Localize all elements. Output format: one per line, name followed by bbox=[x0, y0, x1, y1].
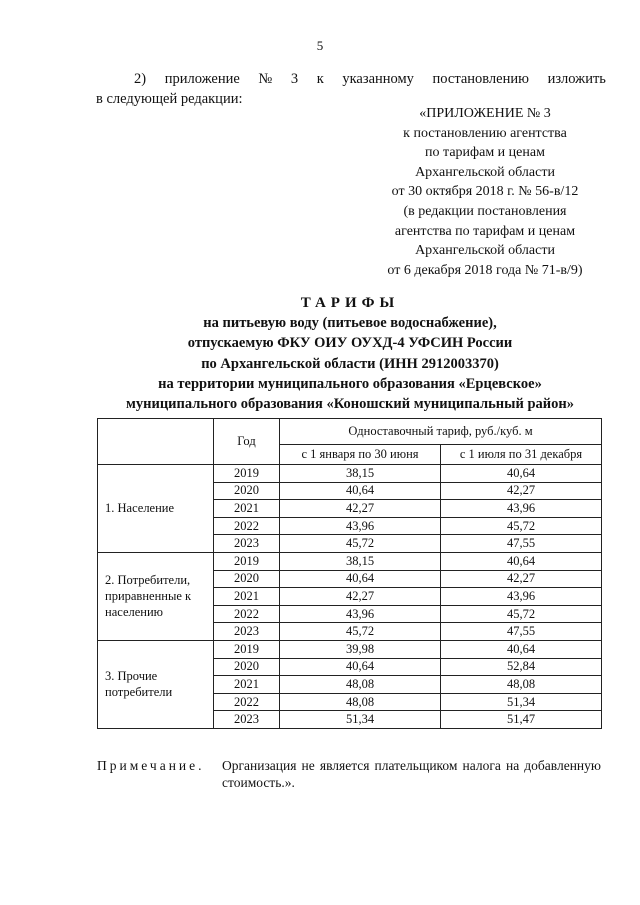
intro-line-2: в следующей редакции: bbox=[96, 91, 243, 107]
year-cell: 2022 bbox=[214, 693, 280, 711]
tariff-table bbox=[97, 418, 602, 729]
intro-line-1 bbox=[96, 69, 606, 89]
tariff-table-body bbox=[98, 465, 602, 729]
title-heading: ТАРИФЫ bbox=[300, 295, 400, 311]
tariff-period-1-cell: 48,08 bbox=[280, 693, 441, 711]
tariff-period-2-cell: 45,72 bbox=[441, 605, 602, 623]
title-line: на питьевую воду (питьевое водоснабжение), bbox=[203, 315, 497, 332]
tariff-period-2-cell: 43,96 bbox=[441, 500, 602, 518]
appendix-line: Архангельской области bbox=[415, 164, 555, 180]
tariff-period-2-cell: 47,55 bbox=[441, 535, 602, 553]
header-period-2: с 1 июля по 31 декабря bbox=[441, 445, 602, 465]
appendix-line: от 6 декабря 2018 года № 71-в/9) bbox=[387, 262, 583, 278]
tariff-period-1-cell: 38,15 bbox=[280, 552, 441, 570]
tariff-period-1-cell: 45,72 bbox=[280, 623, 441, 641]
appendix-line: от 30 октября 2018 г. № 56-в/12 bbox=[391, 184, 579, 200]
category-cell: 3. Прочие потребители bbox=[98, 640, 214, 728]
note-label: Примечание. bbox=[97, 758, 205, 773]
header-category-empty bbox=[98, 419, 214, 465]
note-text: Организация не является плательщиком налога на добавленную стоимость.». bbox=[222, 758, 601, 790]
intro-word: № bbox=[258, 71, 273, 87]
document-title bbox=[60, 293, 640, 414]
tariff-period-2-cell: 42,27 bbox=[441, 570, 602, 588]
table-row bbox=[98, 640, 602, 658]
tariff-period-2-cell: 47,55 bbox=[441, 623, 602, 641]
title-line: отпускаемую ФКУ ОИУ ОУХД-4 УФСИН России bbox=[187, 335, 513, 352]
year-cell: 2021 bbox=[214, 500, 280, 518]
tariff-period-2-cell: 43,96 bbox=[441, 588, 602, 606]
tariff-period-2-cell: 45,72 bbox=[441, 517, 602, 535]
tariff-period-2-cell: 51,47 bbox=[441, 711, 602, 729]
tariff-period-1-cell: 39,98 bbox=[280, 640, 441, 658]
tariff-period-1-cell: 42,27 bbox=[280, 588, 441, 606]
year-cell: 2019 bbox=[214, 640, 280, 658]
note bbox=[97, 757, 601, 791]
intro-word: приложение bbox=[164, 71, 240, 87]
tariff-period-2-cell: 48,08 bbox=[441, 676, 602, 694]
tariff-period-1-cell: 48,08 bbox=[280, 676, 441, 694]
header-tariff: Одноставочный тариф, руб./куб. м bbox=[280, 419, 602, 445]
tariff-period-2-cell: 51,34 bbox=[441, 693, 602, 711]
tariff-period-2-cell: 42,27 bbox=[441, 482, 602, 500]
header-period-1: с 1 января по 30 июня bbox=[280, 445, 441, 465]
appendix-reference bbox=[340, 104, 630, 280]
tariff-period-1-cell: 51,34 bbox=[280, 711, 441, 729]
intro-word: 2) bbox=[134, 71, 147, 87]
year-cell: 2021 bbox=[214, 588, 280, 606]
appendix-line: (в редакции постановления bbox=[403, 203, 567, 219]
page-number: 5 bbox=[316, 38, 324, 53]
tariff-period-2-cell: 40,64 bbox=[441, 552, 602, 570]
year-cell: 2020 bbox=[214, 658, 280, 676]
title-line: муниципального образования «Коношский муниципальный район» bbox=[125, 396, 574, 413]
header-year: Год bbox=[214, 419, 280, 465]
tariff-period-1-cell: 42,27 bbox=[280, 500, 441, 518]
year-cell: 2020 bbox=[214, 482, 280, 500]
year-cell: 2021 bbox=[214, 676, 280, 694]
tariff-period-1-cell: 40,64 bbox=[280, 570, 441, 588]
appendix-line: Архангельской области bbox=[415, 243, 555, 259]
title-line: по Архангельской области (ИНН 2912003370) bbox=[201, 355, 499, 372]
appendix-line: по тарифам и ценам bbox=[425, 145, 545, 161]
year-cell: 2020 bbox=[214, 570, 280, 588]
intro-word: к bbox=[316, 71, 324, 87]
year-cell: 2023 bbox=[214, 623, 280, 641]
tariff-period-2-cell: 40,64 bbox=[441, 465, 602, 483]
category-cell: 1. Население bbox=[98, 465, 214, 553]
appendix-line: «ПРИЛОЖЕНИЕ № 3 bbox=[419, 106, 551, 121]
intro-word: указанному bbox=[342, 71, 414, 87]
year-cell: 2022 bbox=[214, 605, 280, 623]
year-cell: 2023 bbox=[214, 711, 280, 729]
intro-paragraph bbox=[96, 69, 606, 109]
tariff-period-1-cell: 38,15 bbox=[280, 465, 441, 483]
tariff-period-1-cell: 43,96 bbox=[280, 605, 441, 623]
appendix-line: агентства по тарифам и ценам bbox=[394, 223, 576, 239]
tariff-period-2-cell: 52,84 bbox=[441, 658, 602, 676]
year-cell: 2019 bbox=[214, 552, 280, 570]
intro-word: изложить bbox=[547, 71, 606, 87]
tariff-period-1-cell: 43,96 bbox=[280, 517, 441, 535]
tariff-period-2-cell: 40,64 bbox=[441, 640, 602, 658]
tariff-period-1-cell: 40,64 bbox=[280, 658, 441, 676]
appendix-line: к постановлению агентства bbox=[403, 125, 567, 141]
tariff-period-1-cell: 40,64 bbox=[280, 482, 441, 500]
table-row bbox=[98, 552, 602, 570]
year-cell: 2023 bbox=[214, 535, 280, 553]
intro-word: постановлению bbox=[432, 71, 529, 87]
intro-word: 3 bbox=[290, 71, 299, 87]
title-line: на территории муниципального образования «Ерцевское» bbox=[158, 375, 542, 392]
table-row bbox=[98, 465, 602, 483]
tariff-period-1-cell: 45,72 bbox=[280, 535, 441, 553]
year-cell: 2022 bbox=[214, 517, 280, 535]
category-cell: 2. Потребители, приравненные к населению bbox=[98, 552, 214, 640]
year-cell: 2019 bbox=[214, 465, 280, 483]
